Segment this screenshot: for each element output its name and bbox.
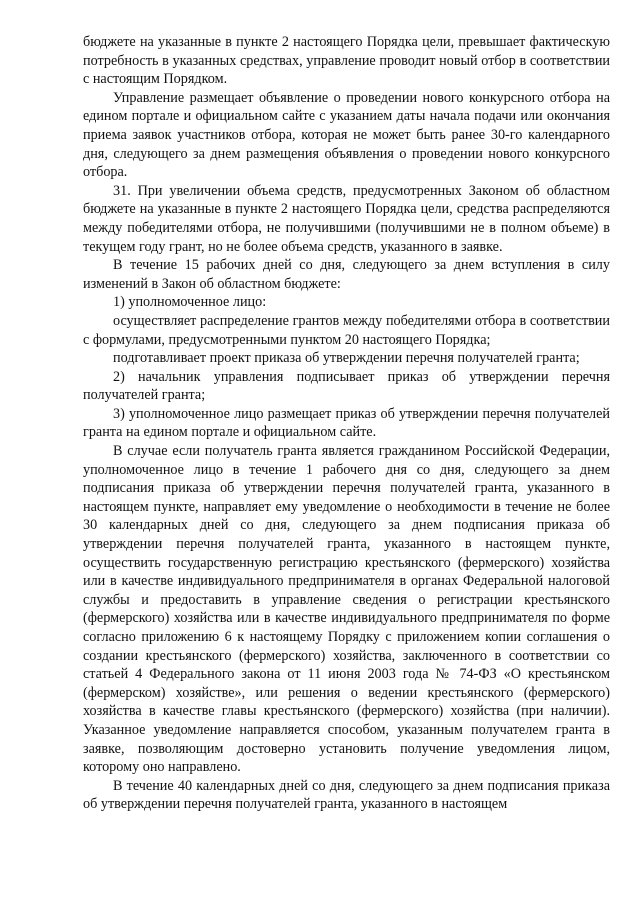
paragraph-citizen-registration: В случае если получатель гранта является гражданином Российской Федерации, уполномоченное лицо в течение 1 рабочего дня со дня, следующего за днем подписания приказа об утверждении перечня получателей гранта, указанного в настоящем пункте, направляет ему уведомление о необходимости в течение не более 30 календарных дней со дня, следующего за днем подписания приказа об утверждении перечня получателей гранта, указанного в настоящем пункте, осуществить государственную регистрацию крестьянского (фермерского) хозяйства или в качестве индивидуального предпринимателя в органах Федеральной налоговой службы и предоставить в управление сведения о регистрации крестьянского (фермерского) хозяйства или в качестве индивидуального предпринимателя по форме согласно приложению 6 к настоящему Порядку с приложением копии соглашения о создании крестьянского (фермерского) хозяйства, заключенного в соответствии со статьей 4 Федерального закона от 11 июня 2003 года № 74-ФЗ «О крестьянском (фермерском) хозяйстве», или решения о ведении крестьянского (фермерского) хозяйства в качестве главы крестьянского (фермерского) хозяйства (при наличии). Указанное уведомление направляется способом, указанным получателем гранта в заявке, позволяющим достоверно установить получение уведомления лицом, которому оно направлено.: [83, 443, 610, 776]
paragraph-15-working-days: В течение 15 рабочих дней со дня, следующего за днем вступления в силу изменений в Закон об областном бюджете:: [83, 257, 610, 292]
list-subitem-draft-order: подготавливает проект приказа об утверждении перечня получателей гранта;: [113, 350, 580, 367]
list-item-3: 3) уполномоченное лицо размещает приказ об утверждении перечня получателей гранта на едином портале и официальном сайте.: [83, 405, 610, 441]
list-item-1: 1) уполномоченное лицо:: [113, 294, 267, 311]
paragraph-continuation: бюджете на указанные в пункте 2 настоящего Порядка цели, превышает фактическую потребность в указанных средствах, управление проводит новый отбор в соответствии с настоящим Порядком.: [83, 34, 610, 88]
list-subitem-distribution: осуществляет распределение грантов между победителями отбора в соответствии с формулами, предусмотренными пунктом 20 настоящего Порядка;: [83, 312, 610, 348]
list-item-2: 2) начальник управления подписывает приказ об утверждении перечня получателей гранта;: [83, 368, 610, 404]
paragraph-40-calendar-days: В течение 40 календарных дней со дня, следующего за днем подписания приказа об утверждении перечня получателей гранта, указанного в настоящем: [83, 777, 610, 813]
paragraph-new-selection-announcement: Управление размещает объявление о проведении нового конкурсного отбора на едином портале и официальном сайте с указанием даты начала подачи или окончания приема заявок участников отбора, которая не может быть ранее 30-го календарного дня, следующего за днем размещения объявления о проведении нового конкурсного отбора.: [83, 89, 610, 181]
paragraph-clause-31: 31. При увеличении объема средств, предусмотренных Законом об областном бюджете на указанные в пункте 2 настоящего Порядка цели, средства распределяются между победителями отбора, не получившими (получившими не в полном объеме) в текущем году грант, но не более объема средств, указанного в заявке.: [83, 182, 610, 255]
